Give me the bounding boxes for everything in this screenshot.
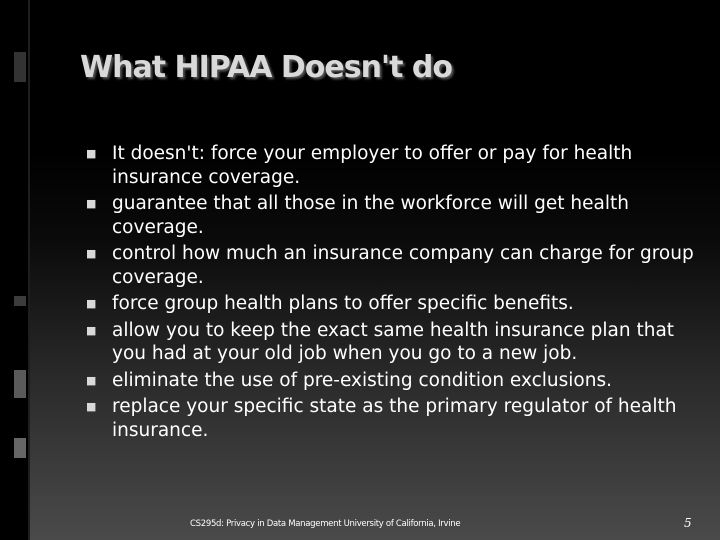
square-bullet-icon: ■ [86,147,97,160]
bullet-item [86,242,712,289]
accent-bar [14,438,26,458]
footer-text: CS295d: Privacy in Data Management University of California, Irvine [190,519,461,529]
bullet-text: replace your specific state as the primary regulator of health insurance. [112,396,677,441]
bullet-text: force group health plans to offer specific benefits. [112,293,574,314]
bullet-list [86,142,712,445]
bullet-text: allow you to keep the exact same health insurance plan that you had at your old job when you go to a new job. [112,319,675,364]
bullet-text: guarantee that all those in the workforce will get health coverage. [112,193,629,238]
bullet-item [86,319,712,366]
accent-bar [14,52,26,82]
square-bullet-icon: ■ [86,197,97,210]
footer [0,518,720,532]
bullet-item [86,192,712,239]
accent-bar [14,370,26,398]
square-bullet-icon: ■ [86,323,97,337]
bullet-text: control how much an insurance company can charge for group coverage. [112,243,694,288]
bullet-item [86,292,712,316]
bullet-item [86,395,712,442]
square-bullet-icon: ■ [86,247,97,260]
square-bullet-icon: ■ [86,400,97,413]
square-bullet-icon: ■ [86,297,97,310]
accent-bar [14,296,26,306]
bullet-text: eliminate the use of pre-existing condition exclusions. [112,369,612,391]
page-number: 5 [684,516,692,530]
bullet-item [86,142,712,189]
slide-title: What HIPAA Doesn't do [80,50,452,85]
bullet-text: It doesn't: force your employer to offer or pay for health insurance coverage. [112,143,633,188]
bullet-item [86,369,712,393]
square-bullet-icon: ■ [86,373,97,387]
